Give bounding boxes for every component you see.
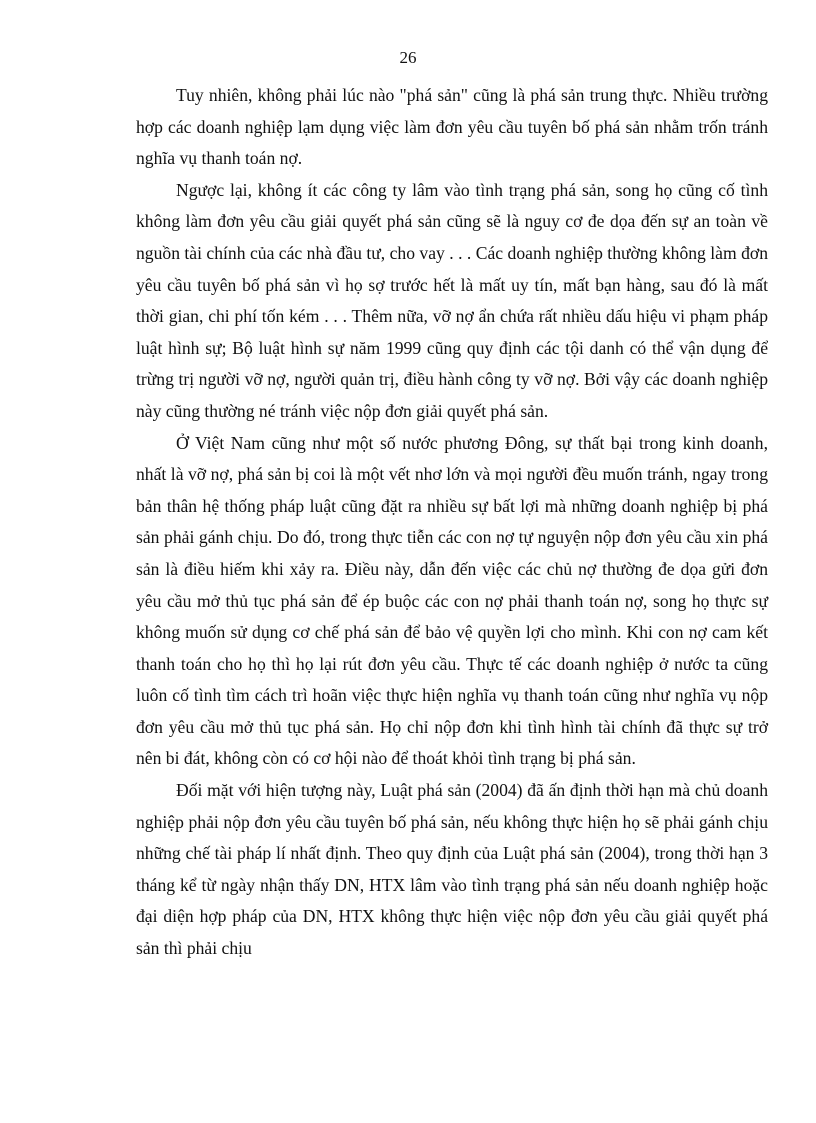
- paragraph-2: Ngược lại, không ít các công ty lâm vào tình trạng phá sản, song họ cũng cố tình không làm đơn yêu cầu giải quyết phá sản cũng sẽ là nguy cơ đe dọa đến sự an toàn về nguồn tài chính của các nhà đầu tư, cho vay . . . Các doanh nghiệp thường không làm đơn yêu cầu tuyên bố phá sản vì họ sợ trước hết là mất uy tín, mất bạn hàng, sau đó là mất thời gian, chi phí tốn kém . . . Thêm nữa, vỡ nợ ẩn chứa rất nhiều dấu hiệu vi phạm pháp luật hình sự; Bộ luật hình sự năm 1999 cũng quy định các tội danh có thể vận dụng để trừng trị người vỡ nợ, người quản trị, điều hành công ty vỡ nợ. Bởi vậy các doanh nghiệp này cũng thường né tránh việc nộp đơn giải quyết phá sản.: [136, 179, 768, 421]
- document-body: [136, 80, 768, 965]
- paragraph-3: Ở Việt Nam cũng như một số nước phương Đông, sự thất bại trong kinh doanh, nhất là vỡ nợ, phá sản bị coi là một vết nhơ lớn và mọi người đều muốn tránh, ngay trong bản thân hệ thống pháp luật cũng đặt ra nhiều sự bất lợi mà những doanh nghiệp bị phá sản phải gánh chịu. Do đó, trong thực tiễn các con nợ tự nguyện nộp đơn yêu cầu xin phá sản là điều hiếm khi xảy ra. Điều này, dẫn đến việc các chủ nợ thường đe dọa gửi đơn yêu cầu mở thủ tục phá sản để ép buộc các con nợ phải thanh toán nợ, song họ thực sự không muốn sử dụng cơ chế phá sản để bảo vệ quyền lợi cho mình. Khi con nợ cam kết thanh toán cho họ thì họ lại rút đơn yêu cầu. Thực tế các doanh nghiệp ở nước ta cũng luôn cố tình tìm cách trì hoãn việc thực hiện nghĩa vụ thanh toán cũng như nghĩa vụ nộp đơn yêu cầu mở thủ tục phá sản. Họ chỉ nộp đơn khi tình hình tài chính đã thực sự trở nên bi đát, không còn có cơ hội nào để thoát khỏi tình trạng bị phá sản.: [136, 432, 768, 769]
- paragraph-1: Tuy nhiên, không phải lúc nào "phá sản" cũng là phá sản trung thực. Nhiều trường hợp các doanh nghiệp lạm dụng việc làm đơn yêu cầu tuyên bố phá sản nhằm trốn tránh nghĩa vụ thanh toán nợ.: [136, 85, 768, 169]
- page-number: 26: [399, 48, 417, 67]
- paragraph-4: Đối mặt với hiện tượng này, Luật phá sản (2004) đã ấn định thời hạn mà chủ doanh nghiệp phải nộp đơn yêu cầu tuyên bố phá sản, nếu không thực hiện họ sẽ phải gánh chịu những chế tài pháp lí nhất định. Theo quy định của Luật phá sản (2004), trong thời hạn 3 tháng kể từ ngày nhận thấy DN, HTX lâm vào tình trạng phá sản nếu doanh nghiệp hoặc đại diện hợp pháp của DN, HTX không thực hiện việc nộp đơn yêu cầu giải quyết phá sản thì phải chịu: [136, 780, 768, 959]
